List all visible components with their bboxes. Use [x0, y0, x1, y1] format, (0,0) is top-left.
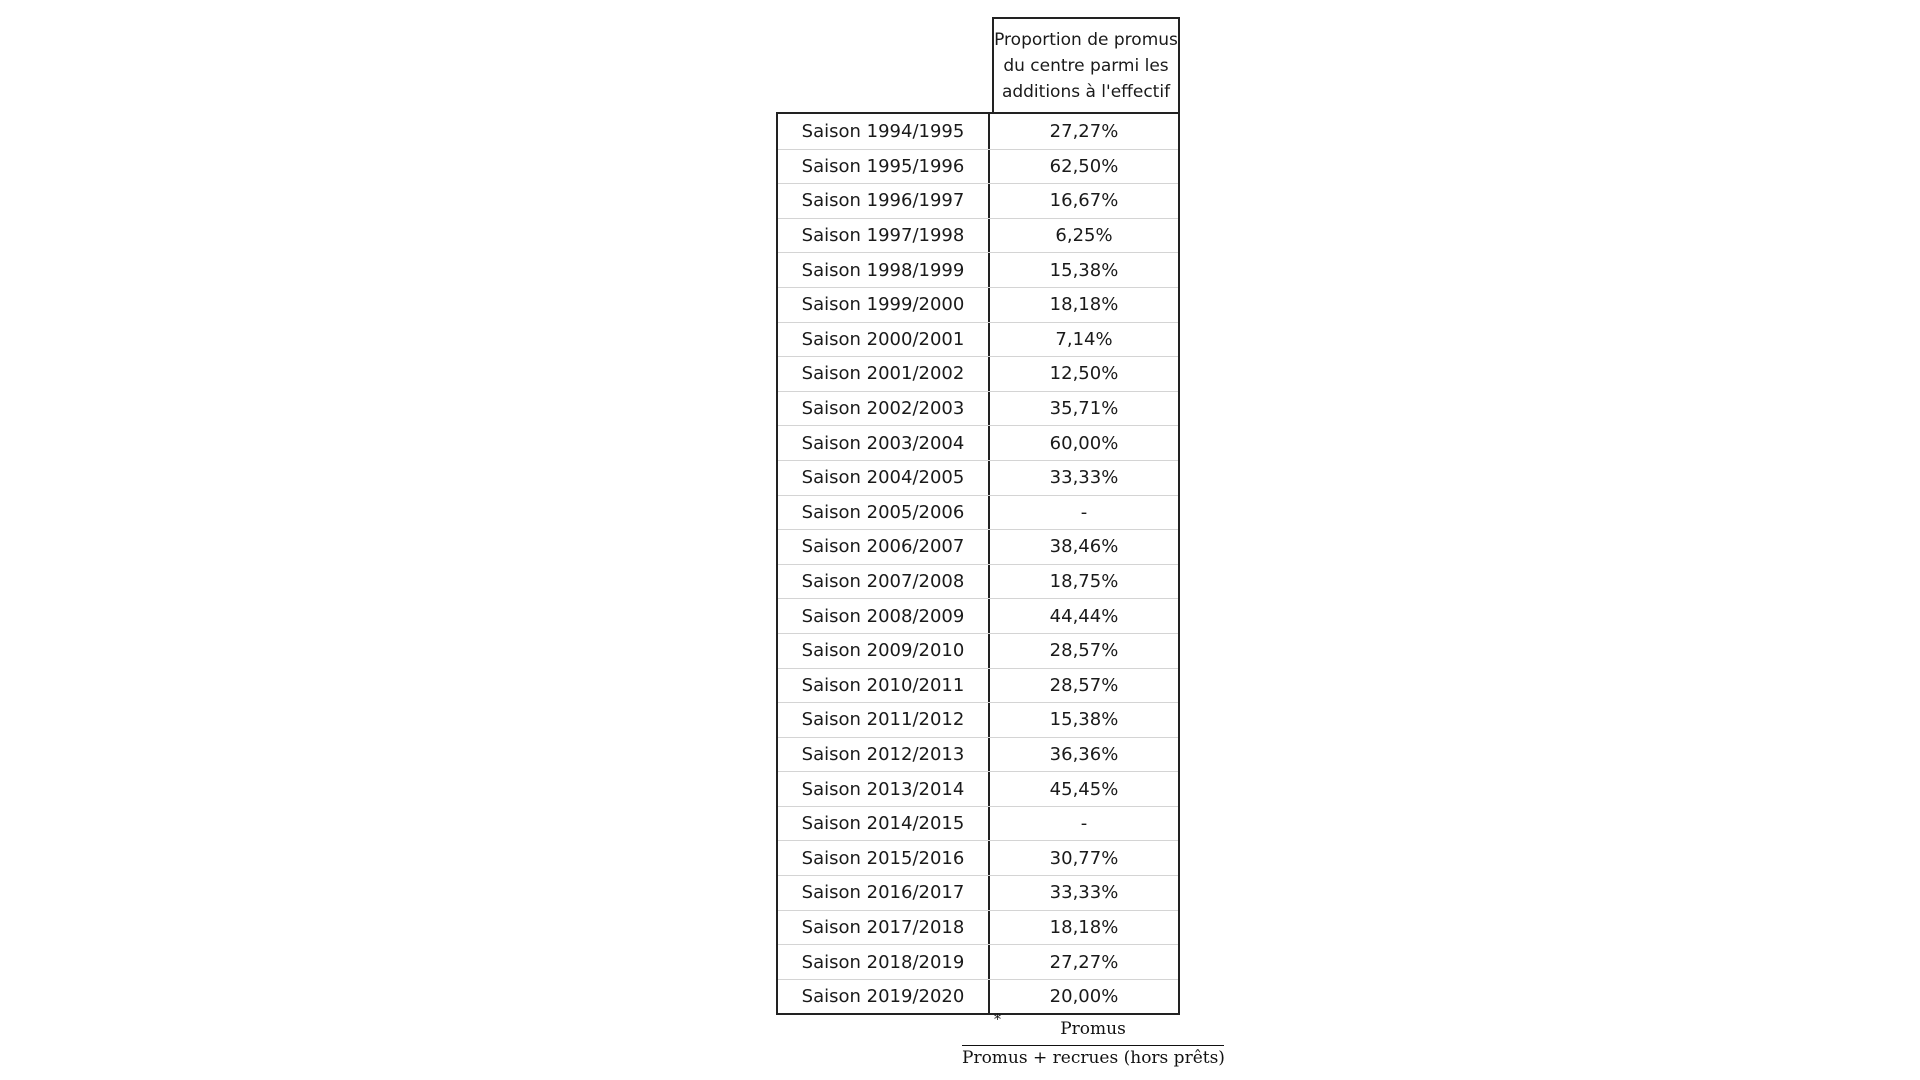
- season-label: Saison 2013/2014: [778, 772, 990, 806]
- season-label: Saison 2015/2016: [778, 841, 990, 875]
- season-label: Saison 2001/2002: [778, 357, 990, 391]
- proportion-value: -: [1080, 501, 1088, 523]
- season-label: Saison 2019/2020: [778, 980, 990, 1014]
- season-label: Saison 2012/2013: [778, 738, 990, 772]
- fraction-bar: [962, 1045, 1224, 1046]
- column-header-line: Proportion de promus: [994, 29, 1178, 50]
- proportion-value: 45,45%: [1049, 778, 1119, 800]
- proportion-value: 44,44%: [1049, 605, 1119, 627]
- season-label: Saison 2000/2001: [778, 323, 990, 357]
- season-label: Saison 2007/2008: [778, 565, 990, 599]
- season-label: Saison 1997/1998: [778, 219, 990, 253]
- table-row: [778, 702, 1178, 737]
- table-row: [778, 183, 1178, 218]
- table-row: [778, 252, 1178, 287]
- proportion-value: 30,77%: [1049, 847, 1119, 869]
- season-label: Saison 1995/1996: [778, 150, 990, 184]
- proportion-value: 18,18%: [1049, 294, 1119, 316]
- table-row: [778, 633, 1178, 668]
- table-row: [778, 322, 1178, 357]
- proportion-value: 28,57%: [1049, 640, 1119, 662]
- proportion-value: 28,57%: [1049, 674, 1119, 696]
- proportion-value: 18,18%: [1049, 916, 1119, 938]
- table-row: [778, 979, 1178, 1014]
- table-row: [778, 460, 1178, 495]
- table-row: [778, 114, 1178, 149]
- season-label: Saison 2016/2017: [778, 876, 990, 910]
- proportion-value: 16,67%: [1049, 190, 1119, 212]
- proportion-value: 27,27%: [1049, 951, 1119, 973]
- proportion-value: 33,33%: [1049, 882, 1119, 904]
- proportion-value: 60,00%: [1049, 432, 1119, 454]
- season-label: Saison 2003/2004: [778, 426, 990, 460]
- proportion-value: 12,50%: [1049, 363, 1119, 385]
- season-table: [776, 112, 1180, 1015]
- proportion-value: 27,27%: [1049, 120, 1119, 142]
- column-header-line: additions à l'effectif: [1001, 81, 1171, 102]
- season-label: Saison 1996/1997: [778, 184, 990, 218]
- proportion-value: 35,71%: [1049, 398, 1119, 420]
- season-label: Saison 2014/2015: [778, 807, 990, 841]
- proportion-value: 36,36%: [1049, 743, 1119, 765]
- proportion-value: -: [1080, 813, 1088, 835]
- table-row: [778, 391, 1178, 426]
- proportion-value: 20,00%: [1049, 986, 1119, 1008]
- table-row: [778, 218, 1178, 253]
- table-row: [778, 356, 1178, 391]
- formula-numerator: Promus: [1060, 1019, 1126, 1039]
- season-label: Saison 2004/2005: [778, 461, 990, 495]
- table-row: [778, 737, 1178, 772]
- season-label: Saison 1999/2000: [778, 288, 990, 322]
- season-label: Saison 2011/2012: [778, 703, 990, 737]
- table-row: [778, 149, 1178, 184]
- season-label: Saison 1994/1995: [778, 114, 990, 149]
- proportion-value: 33,33%: [1049, 467, 1119, 489]
- table-row: [778, 598, 1178, 633]
- table-row: [778, 495, 1178, 530]
- table-row: [778, 875, 1178, 910]
- table-row: [778, 564, 1178, 599]
- footnote-asterisk: *: [994, 1012, 1001, 1028]
- season-label: Saison 2005/2006: [778, 496, 990, 530]
- column-header-line: du centre parmi les: [1003, 55, 1169, 76]
- season-label: Saison 2008/2009: [778, 599, 990, 633]
- season-label: Saison 1998/1999: [778, 253, 990, 287]
- table-row: [778, 425, 1178, 460]
- proportion-value: 62,50%: [1049, 155, 1119, 177]
- table-row: [778, 287, 1178, 322]
- proportion-value: 15,38%: [1049, 259, 1119, 281]
- table-row: [778, 840, 1178, 875]
- formula-denominator: Promus + recrues (hors prêts): [962, 1048, 1225, 1068]
- season-label: Saison 2002/2003: [778, 392, 990, 426]
- season-label: Saison 2017/2018: [778, 911, 990, 945]
- proportion-value: 18,75%: [1049, 571, 1119, 593]
- table-row: [778, 910, 1178, 945]
- column-header: [992, 17, 1180, 112]
- proportion-value: 38,46%: [1049, 536, 1119, 558]
- season-label: Saison 2010/2011: [778, 669, 990, 703]
- proportion-value: 15,38%: [1049, 709, 1119, 731]
- proportion-value: 7,14%: [1055, 328, 1113, 350]
- table-row: [778, 529, 1178, 564]
- season-label: Saison 2009/2010: [778, 634, 990, 668]
- table-row: [778, 806, 1178, 841]
- season-label: Saison 2018/2019: [778, 945, 990, 979]
- table-row: [778, 771, 1178, 806]
- table-row: [778, 668, 1178, 703]
- table-row: [778, 944, 1178, 979]
- season-label: Saison 2006/2007: [778, 530, 990, 564]
- proportion-value: 6,25%: [1055, 225, 1113, 247]
